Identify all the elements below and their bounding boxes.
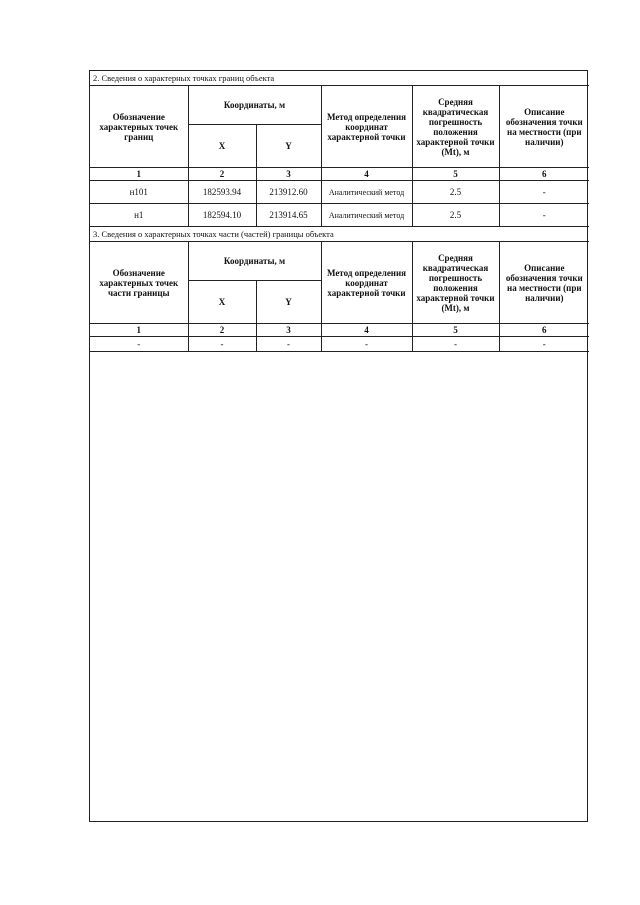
section3-table xyxy=(90,227,589,352)
header-coords: Координаты, м xyxy=(188,242,321,281)
cell-error: 2.5 xyxy=(412,181,499,204)
header-error: Средняя квадратическая погрешность положения характерной точки (Mt), м xyxy=(412,86,499,168)
col-number: 4 xyxy=(321,324,412,337)
cell-desc: - xyxy=(499,337,589,352)
cell-point: н1 xyxy=(90,204,188,227)
table-row xyxy=(90,337,589,352)
table-row xyxy=(90,204,589,227)
cell-error: 2.5 xyxy=(412,204,499,227)
col-number: 3 xyxy=(256,168,321,181)
header-method: Метод определения координат характерной точки xyxy=(321,86,412,168)
cell-method: Аналитический метод xyxy=(321,181,412,204)
col-number: 5 xyxy=(412,324,499,337)
col-number: 2 xyxy=(188,168,256,181)
cell-desc: - xyxy=(499,204,589,227)
cell-method: Аналитический метод xyxy=(321,204,412,227)
col-number: 1 xyxy=(90,168,188,181)
document-frame xyxy=(89,70,588,822)
header-error: Средняя квадратическая погрешность положения характерной точки (Mt), м xyxy=(412,242,499,324)
col-number: 4 xyxy=(321,168,412,181)
header-designation: Обозначение характерных точек границ xyxy=(90,86,188,168)
col-number: 6 xyxy=(499,168,589,181)
header-description: Описание обозначения точки на местности (при наличии) xyxy=(499,242,589,324)
header-designation: Обозначение характерных точек части границы xyxy=(90,242,188,324)
header-coords: Координаты, м xyxy=(188,86,321,125)
col-number: 2 xyxy=(188,324,256,337)
header-description: Описание обозначения точки на местности (при наличии) xyxy=(499,86,589,168)
cell-y: 213912.60 xyxy=(256,181,321,204)
cell-method: - xyxy=(321,337,412,352)
cell-x: - xyxy=(188,337,256,352)
section3-title: 3. Сведения о характерных точках части (частей) границы объекта xyxy=(90,227,589,242)
section2-table xyxy=(90,71,589,227)
cell-y: 213914.65 xyxy=(256,204,321,227)
cell-y: - xyxy=(256,337,321,352)
col-number: 3 xyxy=(256,324,321,337)
cell-desc: - xyxy=(499,181,589,204)
header-y: Y xyxy=(256,281,321,324)
cell-point: н101 xyxy=(90,181,188,204)
table-row xyxy=(90,181,589,204)
col-number: 5 xyxy=(412,168,499,181)
cell-x: 182593.94 xyxy=(188,181,256,204)
col-number: 6 xyxy=(499,324,589,337)
section2-title: 2. Сведения о характерных точках границ объекта xyxy=(90,71,589,86)
col-number: 1 xyxy=(90,324,188,337)
cell-error: - xyxy=(412,337,499,352)
header-x: X xyxy=(188,281,256,324)
header-y: Y xyxy=(256,125,321,168)
cell-x: 182594.10 xyxy=(188,204,256,227)
header-method: Метод определения координат характерной точки xyxy=(321,242,412,324)
cell-point: - xyxy=(90,337,188,352)
header-x: X xyxy=(188,125,256,168)
